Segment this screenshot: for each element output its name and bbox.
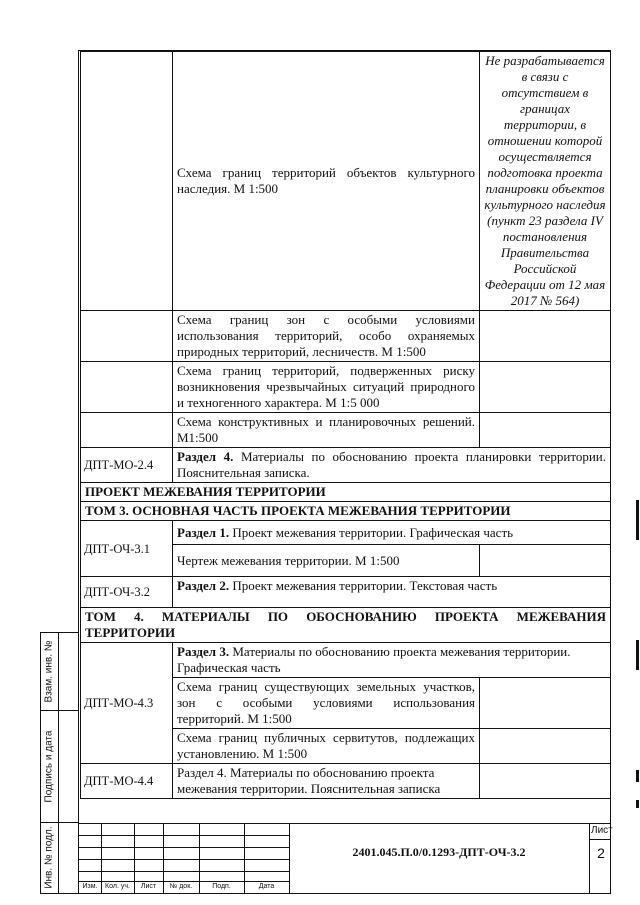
risk-scheme-cell: Схема границ территорий, подверженных риску возникновения чрезвычайных ситуаций природного и техногенного характера. М 1:5 000 [173,362,480,413]
stamp-header-doc: № док. [169,883,193,890]
code-cell: ДПТ-МО-4.4 [81,764,173,799]
section-cell [173,521,611,545]
note-cell [480,678,611,729]
section-cell [173,448,611,483]
stamp-line [589,839,611,840]
stamp-line [589,823,590,894]
section-label: Раздел 4. [177,449,234,464]
stamp-line [79,881,289,882]
stamp-line [79,835,289,836]
table-row [81,52,611,311]
table-row [81,577,611,608]
side-stamp-vzam: Взам. инв. № [43,640,55,702]
okn-scheme-cell: Схема границ территорий объектов культурного наследия. М 1:500 [173,52,480,311]
stamp-header-data: Дата [258,883,275,890]
stamp-header-list: Лист [140,883,157,890]
section-label: Раздел 1. [177,524,230,540]
section-text: Материалы по обоснованию проекта планировки территории. Пояснительная записка. [177,449,606,480]
code-cell: ДПТ-МО-2.4 [81,448,173,483]
note-cell [480,764,611,799]
note-cell [480,729,611,764]
table-row [81,608,611,643]
section-label: Раздел 3. [177,644,230,659]
section-text: Материалы по обоснованию проекта межевания территории. Графическая часть [177,644,571,675]
section-cell: Раздел 4. Материалы по обоснованию проекта межевания территории. Пояснительная записка [173,764,480,799]
table-row [81,483,611,502]
document-number: 2401.045.П.0/0.1293-ДПТ-ОЧ-3.2 [352,845,526,859]
table-row [81,448,611,483]
drawing-cell: Чертеж межевания территории. М 1:500 [173,545,480,577]
stamp-header-kol-uch: Кол. уч. [105,883,130,890]
section-label: Раздел 2. [177,578,230,593]
code-cell [81,362,173,413]
stamp-line [79,847,289,848]
table-row [81,311,611,362]
title-block [79,823,611,894]
code-cell [81,413,173,448]
section-heading: ПРОЕКТ МЕЖЕВАНИЯ ТЕРРИТОРИИ [81,483,611,502]
stamp-header-izm: Изм. [82,883,98,890]
code-cell [81,52,173,311]
document-table [80,51,611,799]
note-cell [480,311,611,362]
table-row [81,643,611,678]
stamp-header-podp: Подп. [212,883,231,890]
scan-edge-mark [636,500,639,540]
sheet-number: 2 [597,845,605,861]
scan-edge-mark [636,640,639,670]
table-row [81,413,611,448]
stamp-line [79,871,289,872]
table-row [81,764,611,799]
parcels-scheme-cell: Схема границ существующих земельных участков, зон с особыми условиями использования территорий. М 1:500 [173,678,480,729]
section-text: Проект межевания территории. Текстовая часть [229,578,498,593]
scan-edge-mark [636,800,639,808]
section-cell [173,577,611,608]
code-cell: ДПТ-ОЧ-3.2 [81,577,173,608]
table-row [81,521,611,545]
zouit-scheme-cell: Схема границ зон с особыми условиями использования территорий, особо охраняемых природных территорий, лесничеств. М 1:500 [173,311,480,362]
sheet-label: Лист [591,825,613,836]
note-cell [480,362,611,413]
section-text: Проект межевания территории. Графическая часть [229,524,514,540]
servitudes-scheme-cell: Схема границ публичных сервитутов, подлежащих установлению. М 1:500 [173,729,480,764]
section-cell [173,643,611,678]
side-stamp-inv: Инв. № подл. [43,826,55,889]
not-developed-note: Не разрабатывается в связи с отсутствием в границах территории, в отношении которой осуществляется подготовка проекта планировки объектов культурного наследия (пункт 23 раздела IV постановления Правительства Российской Федерации от 12 мая 2017 № 564) [480,52,611,311]
table-row [81,362,611,413]
stamp-line [79,823,611,824]
tom4-heading: ТОМ 4. МАТЕРИАЛЫ ПО ОБОСНОВАНИЮ ПРОЕКТА МЕЖЕВАНИЯ ТЕРРИТОРИИ [81,608,611,643]
side-stamp-column-divider [58,632,59,894]
scan-edge-mark [636,770,639,782]
stamp-line [79,859,289,860]
frame-left-line [78,50,79,893]
side-stamp-podpis: Подпись и дата [43,730,55,802]
code-cell: ДПТ-МО-4.3 [81,643,173,764]
tom3-heading: ТОМ 3. ОСНОВНАЯ ЧАСТЬ ПРОЕКТА МЕЖЕВАНИЯ ТЕРРИТОРИИ [81,502,611,521]
note-cell [480,413,611,448]
code-cell [81,311,173,362]
table-row [81,502,611,521]
code-cell: ДПТ-ОЧ-3.1 [81,521,173,577]
constr-scheme-cell: Схема конструктивных и планировочных решений. М1:500 [173,413,480,448]
note-cell [480,545,611,577]
